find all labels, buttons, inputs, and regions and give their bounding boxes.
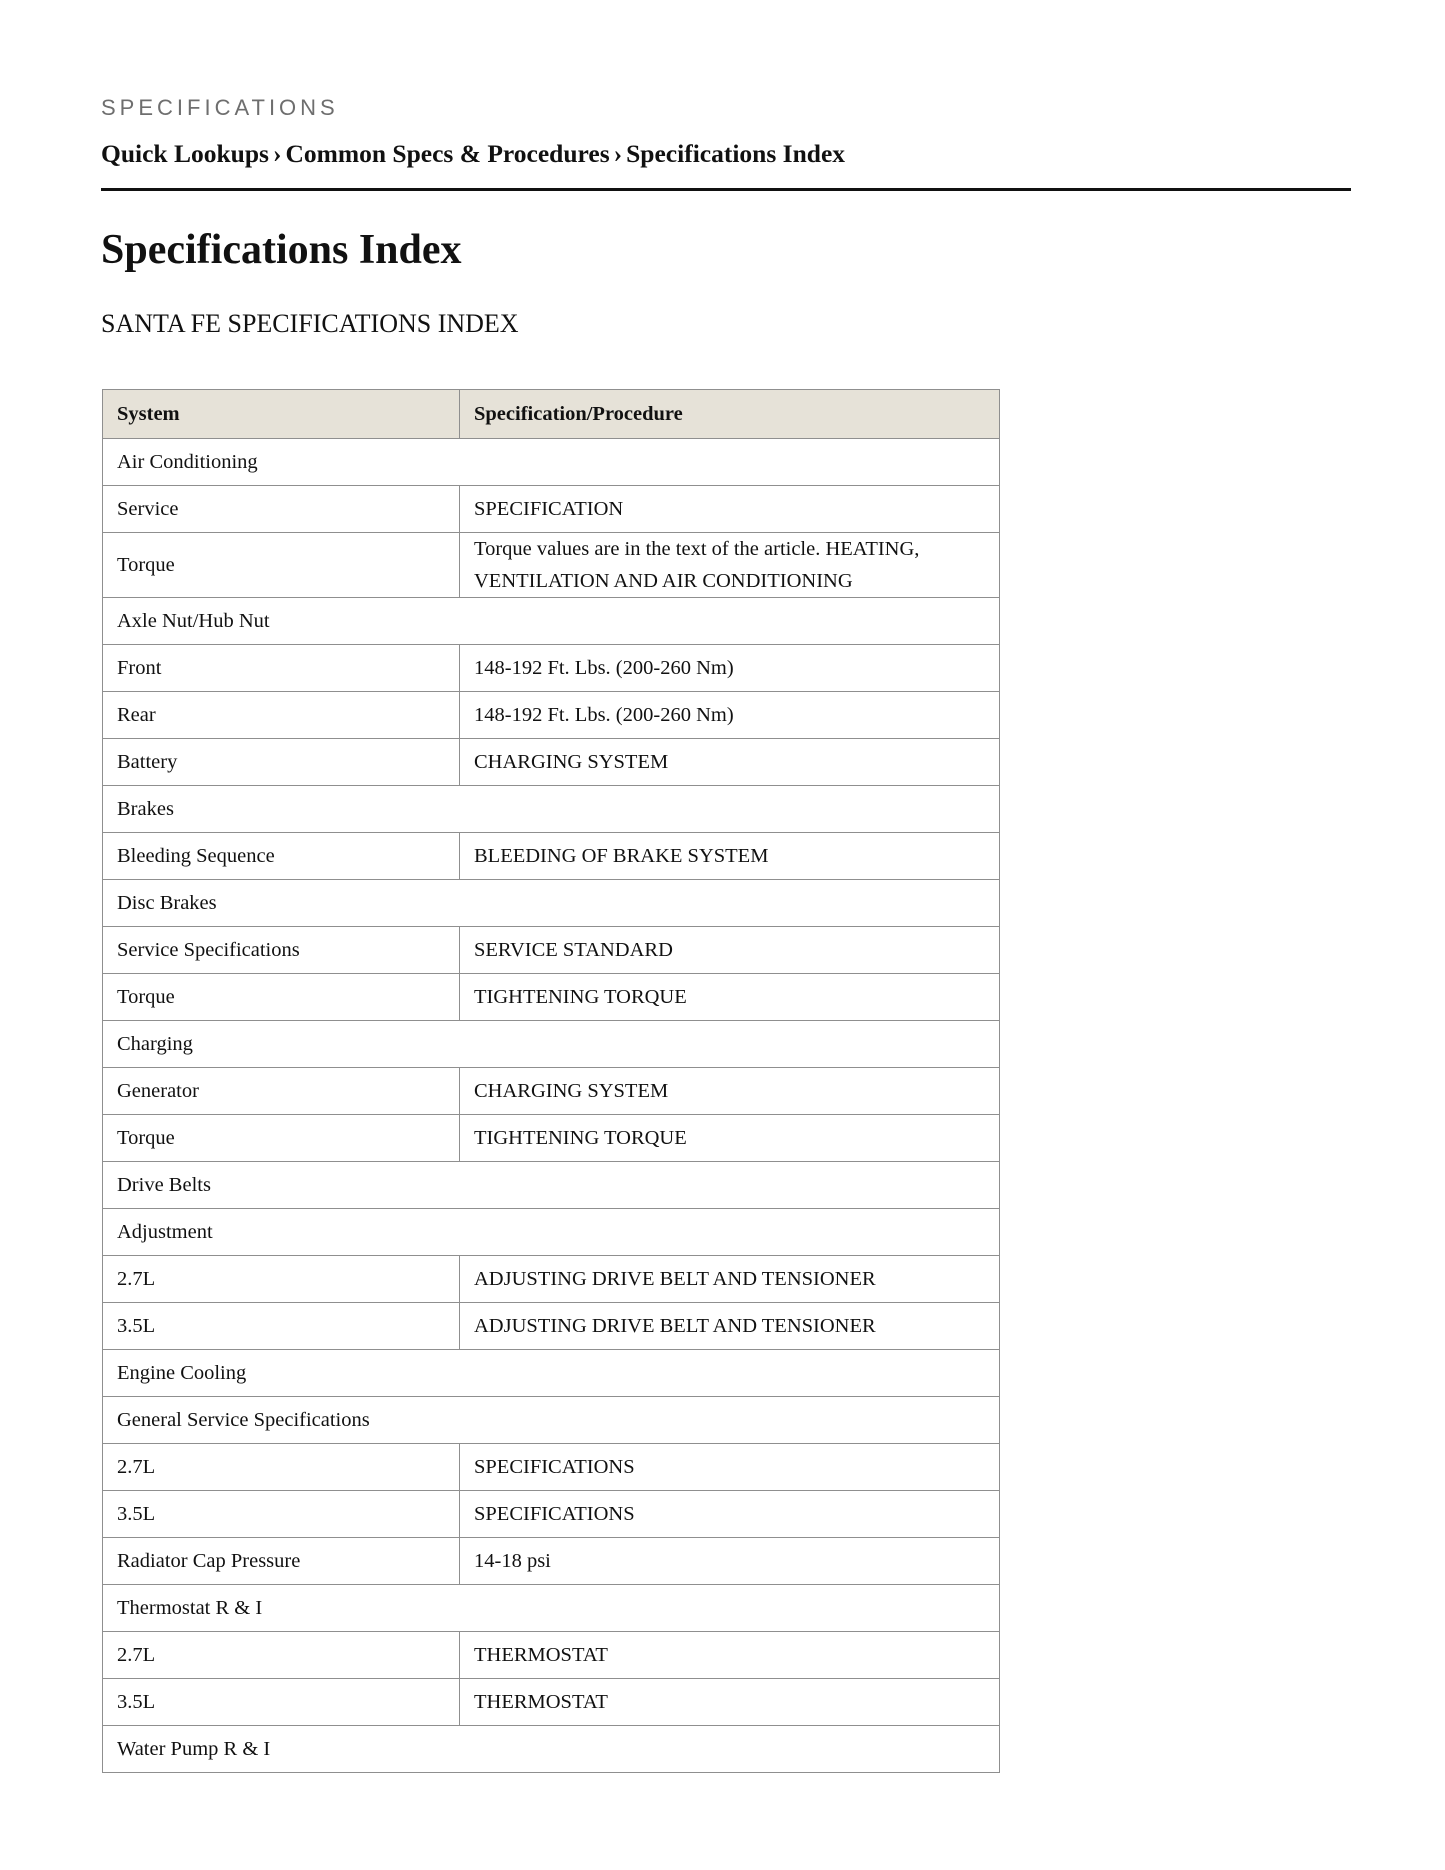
system-cell: Battery: [103, 739, 460, 786]
system-cell: 3.5L: [103, 1679, 460, 1726]
system-cell: Bleeding Sequence: [103, 833, 460, 880]
specification-cell: BLEEDING OF BRAKE SYSTEM: [460, 833, 1000, 880]
table-row: [103, 486, 1000, 533]
table-row: [103, 1444, 1000, 1491]
system-cell: Disc Brakes: [103, 880, 1000, 927]
specification-cell: SPECIFICATIONS: [460, 1444, 1000, 1491]
table-row: [103, 1491, 1000, 1538]
table-row: [103, 786, 1000, 833]
specification-cell: SPECIFICATIONS: [460, 1491, 1000, 1538]
system-cell: Rear: [103, 692, 460, 739]
system-cell: Brakes: [103, 786, 1000, 833]
specification-cell: ADJUSTING DRIVE BELT AND TENSIONER: [460, 1303, 1000, 1350]
table-row: [103, 1068, 1000, 1115]
system-cell: Air Conditioning: [103, 439, 1000, 486]
system-cell: Service Specifications: [103, 927, 460, 974]
system-cell: Water Pump R & I: [103, 1726, 1000, 1773]
system-cell: Adjustment: [103, 1209, 1000, 1256]
system-cell: 2.7L: [103, 1632, 460, 1679]
table-row: [103, 1256, 1000, 1303]
specification-cell: SPECIFICATION: [460, 486, 1000, 533]
table-row: [103, 1538, 1000, 1585]
specification-cell: 148-192 Ft. Lbs. (200-260 Nm): [460, 645, 1000, 692]
table-row: [103, 439, 1000, 486]
specification-cell: Torque values are in the text of the article. HEATING, VENTILATION AND AIR CONDITIONING: [460, 533, 1000, 598]
table-row: [103, 1115, 1000, 1162]
specification-cell: THERMOSTAT: [460, 1679, 1000, 1726]
section-kicker: SPECIFICATIONS: [101, 95, 339, 120]
table-row: [103, 880, 1000, 927]
system-cell: Service: [103, 486, 460, 533]
specification-cell: 14-18 psi: [460, 1538, 1000, 1585]
specification-cell: TIGHTENING TORQUE: [460, 1115, 1000, 1162]
table-row: [103, 974, 1000, 1021]
specification-cell: CHARGING SYSTEM: [460, 1068, 1000, 1115]
table-row: [103, 927, 1000, 974]
specifications-table: [102, 389, 1000, 1773]
system-cell: Thermostat R & I: [103, 1585, 1000, 1632]
table-row: [103, 1679, 1000, 1726]
table-row: [103, 833, 1000, 880]
table-body: [103, 439, 1000, 1773]
table-header-row: [103, 390, 1000, 439]
table-row: [103, 1726, 1000, 1773]
specification-cell: ADJUSTING DRIVE BELT AND TENSIONER: [460, 1256, 1000, 1303]
table-row: [103, 1162, 1000, 1209]
column-header-system: System: [103, 390, 460, 439]
system-cell: 2.7L: [103, 1256, 460, 1303]
table-row: [103, 1350, 1000, 1397]
system-cell: Torque: [103, 1115, 460, 1162]
specification-cell: CHARGING SYSTEM: [460, 739, 1000, 786]
table-row: [103, 1303, 1000, 1350]
system-cell: Generator: [103, 1068, 460, 1115]
specification-cell: THERMOSTAT: [460, 1632, 1000, 1679]
system-cell: Engine Cooling: [103, 1350, 1000, 1397]
table-row: [103, 533, 1000, 598]
breadcrumb-item-common-specs[interactable]: Common Specs & Procedures: [285, 139, 610, 168]
breadcrumb-separator: ›: [613, 139, 623, 168]
system-cell: Torque: [103, 974, 460, 1021]
system-cell: 3.5L: [103, 1303, 460, 1350]
system-cell: Torque: [103, 533, 460, 598]
column-header-specification: Specification/Procedure: [460, 390, 1000, 439]
system-cell: 3.5L: [103, 1491, 460, 1538]
system-cell: General Service Specifications: [103, 1397, 1000, 1444]
table-row: [103, 692, 1000, 739]
breadcrumb-item-quick-lookups[interactable]: Quick Lookups: [101, 139, 269, 168]
system-cell: Axle Nut/Hub Nut: [103, 598, 1000, 645]
system-cell: Radiator Cap Pressure: [103, 1538, 460, 1585]
page-title: Specifications Index: [101, 227, 462, 273]
system-cell: Charging: [103, 1021, 1000, 1068]
header-divider: [101, 188, 1351, 191]
breadcrumb-item-specifications-index: Specifications Index: [626, 139, 846, 168]
page-subtitle: SANTA FE SPECIFICATIONS INDEX: [101, 309, 519, 338]
table-row: [103, 598, 1000, 645]
system-cell: 2.7L: [103, 1444, 460, 1491]
breadcrumb: [101, 139, 845, 169]
specification-cell: SERVICE STANDARD: [460, 927, 1000, 974]
table-row: [103, 1397, 1000, 1444]
table-row: [103, 1209, 1000, 1256]
table-row: [103, 739, 1000, 786]
specification-cell: TIGHTENING TORQUE: [460, 974, 1000, 1021]
table-row: [103, 1585, 1000, 1632]
table-row: [103, 1021, 1000, 1068]
table-row: [103, 645, 1000, 692]
table-row: [103, 1632, 1000, 1679]
system-cell: Drive Belts: [103, 1162, 1000, 1209]
specification-cell: 148-192 Ft. Lbs. (200-260 Nm): [460, 692, 1000, 739]
breadcrumb-separator: ›: [272, 139, 282, 168]
system-cell: Front: [103, 645, 460, 692]
